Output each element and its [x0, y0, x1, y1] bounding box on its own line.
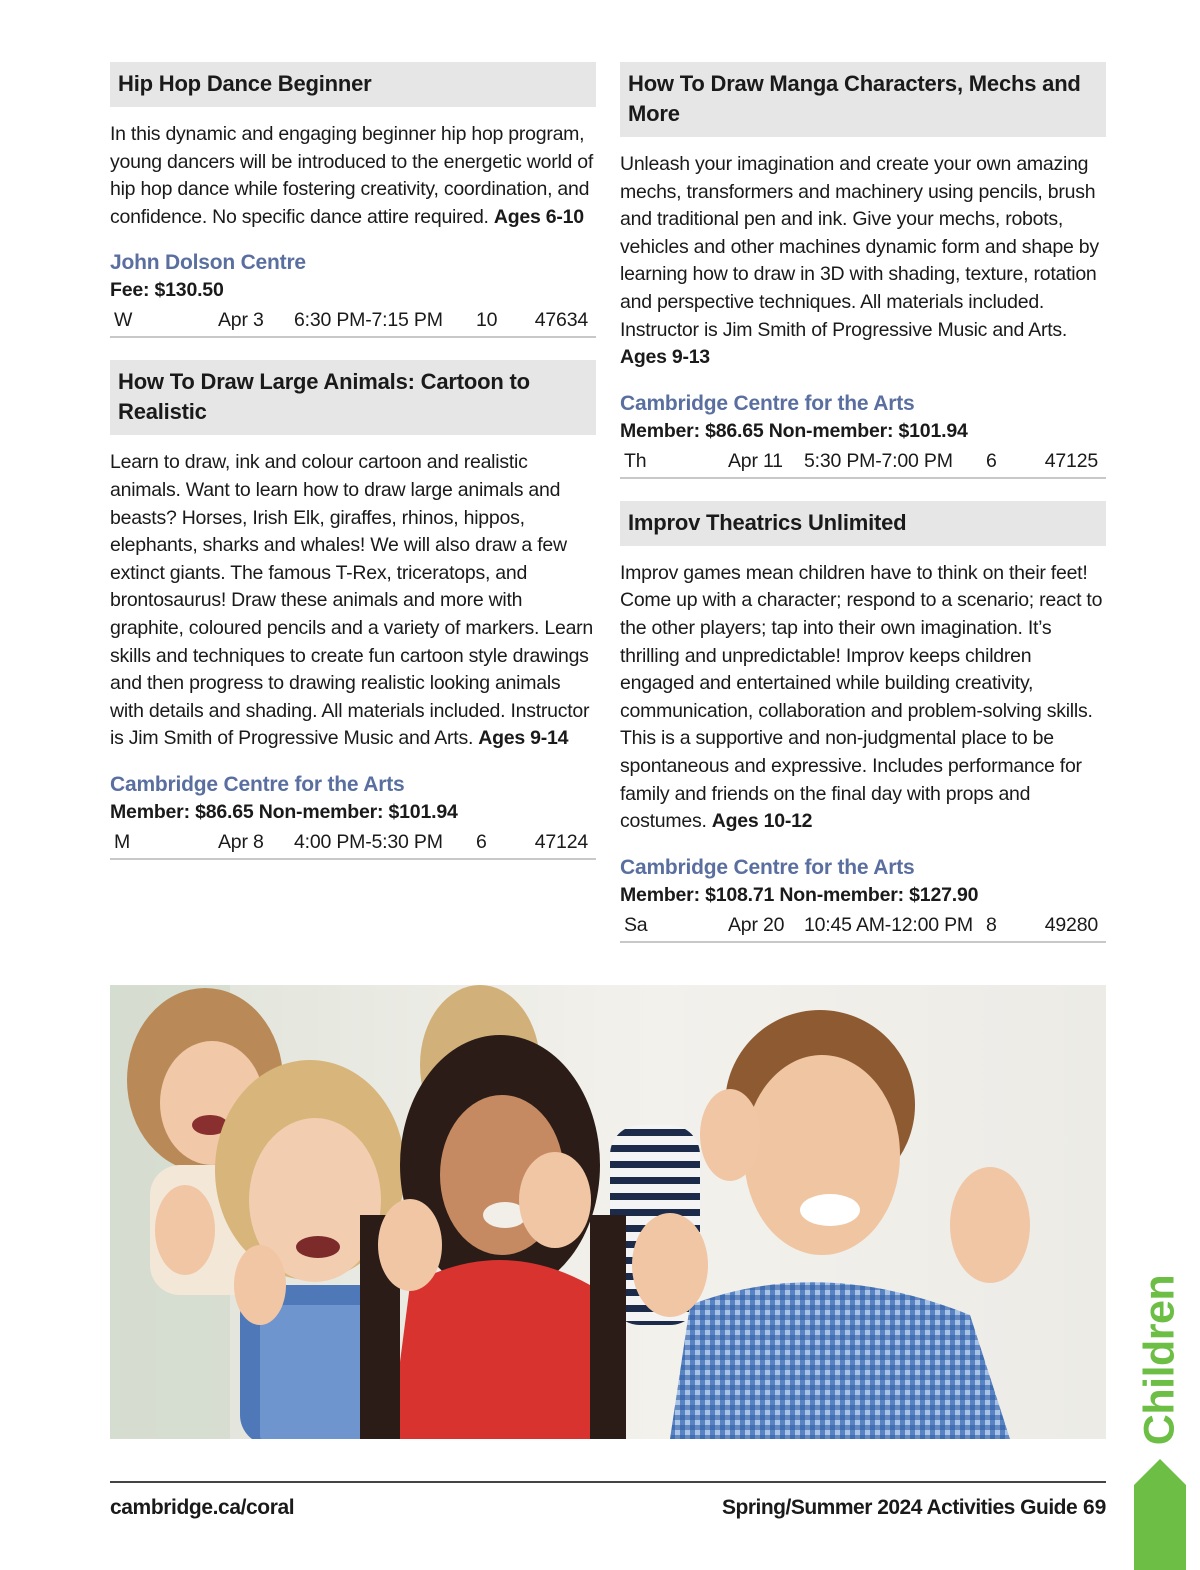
course-description [110, 121, 596, 231]
course-location: Cambridge Centre for the Arts [110, 772, 405, 796]
description-text: Unleash your imagination and create your own amazing mechs, transformers and machinery using pencils, brush and traditional pen and ink. Give your mechs, robots, vehicles and other machines dynamic form and shape by learning how to draw in 3D with shading, texture, rotation and perspective techniques. All materials included. Instructor is Jim Smith of Progressive Music and Arts. [620, 153, 1099, 341]
schedule-course-code: 47125 [1044, 449, 1098, 472]
schedule-row [620, 445, 1106, 479]
schedule-day: Sa [624, 913, 648, 936]
course-description [620, 560, 1106, 836]
section-tab-arrow-icon [1134, 1459, 1186, 1570]
schedule-row [620, 909, 1106, 943]
course-draw-large-animals [110, 360, 596, 860]
course-location: Cambridge Centre for the Arts [620, 391, 915, 415]
schedule-sessions: 6 [986, 449, 997, 472]
schedule-course-code: 47124 [534, 830, 588, 853]
children-photo [110, 985, 1106, 1439]
schedule-day: Th [624, 449, 647, 472]
right-column [620, 62, 1106, 965]
course-ages: Ages 10-12 [711, 810, 813, 833]
schedule-course-code: 47634 [534, 309, 588, 332]
description-text: In this dynamic and engaging beginner hip hop program, young dancers will be introduced to the energetic world of hip hop dance while fostering creativity, coordination, and confidence. No specific dance attire required. [110, 123, 594, 228]
course-improv-theatrics [620, 501, 1106, 943]
schedule-sessions: 10 [476, 309, 498, 332]
course-fee: Member: $108.71 Non-member: $127.90 [620, 883, 979, 906]
footer-divider [110, 1481, 1106, 1483]
course-description [110, 449, 596, 753]
course-title: Hip Hop Dance Beginner [110, 62, 596, 107]
page-number: 69 [1083, 1496, 1107, 1519]
description-text: Improv games mean children have to think on their feet! Come up with a character; respond to a scenario; react to the other players; tap into their own imagination. It’s thrilling and unpredictable! Improv keeps children engaged and entertained while building creativity, communication, collaboration and problem-solving skills. This is a supportive and non-judgmental place to be spontaneous and expressive. Includes performance for family and friends on the final day with props and costumes. [620, 561, 1103, 833]
section-tab-label [1134, 1270, 1186, 1450]
course-fee: Member: $86.65 Non-member: $101.94 [110, 800, 458, 823]
schedule-day: M [114, 830, 131, 853]
schedule-time: 4:00 PM-5:30 PM [294, 830, 443, 853]
course-location: John Dolson Centre [110, 251, 306, 275]
course-ages: Ages 9-13 [620, 346, 710, 369]
schedule-day: W [114, 309, 133, 332]
course-fee: Member: $86.65 Non-member: $101.94 [620, 419, 968, 442]
schedule-date: Apr 3 [218, 309, 264, 332]
course-description [620, 151, 1106, 372]
schedule-time: 6:30 PM-7:15 PM [294, 309, 443, 332]
schedule-row [110, 826, 596, 860]
course-fee: Fee: $130.50 [110, 279, 224, 302]
description-text: Learn to draw, ink and colour cartoon and realistic animals. Want to learn how to draw large animals and beasts? Horses, Irish Elk, giraffes, rhinos, hippos, elephants, sharks and whales! We will also draw a few extinct giants. The famous T-Rex, triceratops, and brontosaurus! Draw these animals and more with graphite, coloured pencils and a variety of markers. Learn skills and techniques to create fun cartoon style drawings and then progress to drawing realistic looking animals with details and shading. All materials included. Instructor is Jim Smith of Progressive Music and Arts. [110, 451, 594, 750]
course-title: Improv Theatrics Unlimited [620, 501, 1106, 546]
schedule-date: Apr 11 [728, 449, 783, 472]
course-location: Cambridge Centre for the Arts [620, 855, 915, 879]
schedule-time: 10:45 AM-12:00 PM [804, 913, 973, 936]
schedule-date: Apr 8 [218, 830, 264, 853]
course-ages: Ages 6-10 [493, 205, 584, 228]
group-of-children-photo-icon [110, 985, 1106, 1439]
footer-guide-title: Spring/Summer 2024 Activities Guide [722, 1496, 1078, 1519]
section-tab-text: Children [1135, 1274, 1184, 1446]
course-title: How To Draw Large Animals: Cartoon to Realistic [110, 360, 596, 435]
course-title: How To Draw Manga Characters, Mechs and More [620, 62, 1106, 137]
left-column [110, 62, 596, 882]
footer-url-link[interactable]: cambridge.ca/coral [110, 1496, 295, 1519]
schedule-sessions: 6 [476, 830, 487, 853]
schedule-course-code: 49280 [1044, 913, 1098, 936]
schedule-time: 5:30 PM-7:00 PM [804, 449, 953, 472]
schedule-row [110, 304, 596, 338]
course-draw-manga [620, 62, 1106, 479]
schedule-date: Apr 20 [728, 913, 785, 936]
course-ages: Ages 9-14 [478, 727, 569, 750]
course-hip-hop-dance [110, 62, 596, 338]
schedule-sessions: 8 [986, 913, 997, 936]
